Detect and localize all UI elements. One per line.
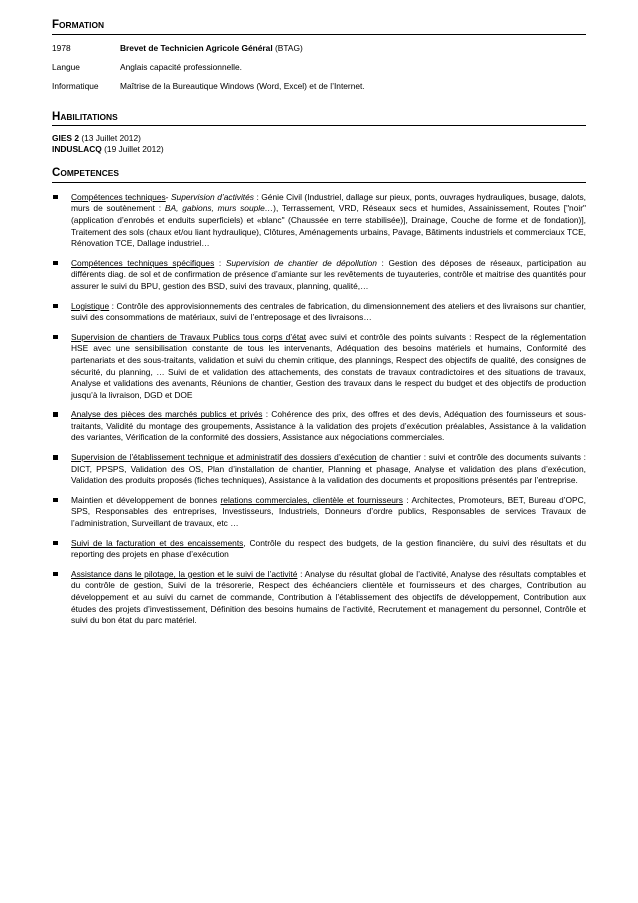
bullet-square-icon [53,572,58,577]
formation-value-text: (BTAG) [272,42,303,53]
formation-value [120,62,586,74]
competence-lead: Supervision de l’établissement technique et administratif des dossiers d’exécution [71,452,377,463]
competence-italic-mid: BA, gabions, murs souple… [164,203,274,214]
competence-body: : Génie Civil (Industriel, dallage sur pieux, ponts, ouvrages hydrauliques, busage, dalots, murs de soutènement : [71,191,586,214]
heading-initial: C [52,167,61,180]
competences-list [52,192,586,627]
competence-lead: Supervision de chantiers de Travaux Publics tous corps d’état [71,331,307,342]
competence-body: Analyse du résultat global de l’activité, Analyse des résultats comptables et du contrôle de gestion, Suivi de la trésorerie, Respect des échéanciers clientèle et fournisseurs et des charges, Contribution au développement et au suivi du carnet de commande, Contribution à l’établissement des objectifs de développement, Contribution aux études des projets d’investissement, Définition des besoins humains de l’activité, Recrutement et management du personnel, Contrôle et suivi du bon état du parc matériel. [71,568,586,626]
competence-sep: : [297,568,305,579]
habilitations-heading [52,112,586,127]
competence-item [52,569,586,627]
bullet-square-icon [53,412,58,417]
bullet-square-icon [53,335,58,340]
competence-sep: : [109,300,117,311]
competence-item [52,192,586,250]
habilitation-name: INDUSLACQ [52,144,102,155]
formation-row [52,62,586,81]
competence-lead: Compétences techniques spécifiques [71,257,215,268]
competence-item [52,409,586,444]
habilitation-item [52,144,586,155]
competence-item [52,495,586,530]
heading-rest: ABILITATIONS [60,111,118,122]
competence-sep: : [402,494,412,505]
bullet-square-icon [53,195,58,200]
cv-page [52,20,586,635]
heading-rest: OMPETENCES [60,168,119,179]
formation-value-text: Anglais capacité professionnelle. [120,61,242,72]
competence-body: : Gestion des déposes de réseaux, participation au différents diag. de sol et de confirmation de présence d’amiante sur les revêtements de tuyauteries, contrôle et maitrise des quantités pour assurer le suivi du BPU, gestion des BSD, suivi des travaux, planning, qualité,… [71,257,586,291]
bullet-square-icon [53,541,58,546]
habilitation-date: (13 Juillet 2012) [79,133,141,144]
formation-value-bold: Brevet de Technicien Agricole Général [120,42,273,53]
heading-rest: ORMATION [59,20,105,30]
competence-lead: Assistance dans le pilotage, la gestion et le suivi de l’activité [71,568,298,579]
competence-body: Contrôle du respect des budgets, de la gestion financière, du suivi des résultats et du reporting des projets en phase d’exécution [71,537,587,560]
formation-key: Informatique [52,80,99,91]
formation-value [120,43,586,55]
bullet-square-icon [53,498,58,503]
competence-lead: Suivi de la facturation et des encaissements [71,537,244,548]
habilitation-name: GIES 2 [52,133,79,144]
competence-italic-lead: Supervision de chantier de dépollution [225,257,377,268]
competence-body: de chantier : suivi et contrôle des documents suivants : DICT, PPSPS, Validation des OS, Plan d’installation de chantier, Planning et phasage, Analyse et validation des plans d’exécution, Validation des produits proposés (fiches techniques), Assistance à la validation des documents et propositions présentés par l’entreprise. [71,452,586,486]
competence-tail: ), Terrassement, VRD, Réseaux secs et humides, Assainissement, Routes ["noir" (application d’enrobés et enduits superficiels) et «blanc" (Chaussée en terre stabilisée)], Drainage, Couche de forme et de fondation)], Traitement des sols (chaux et/ou liant hydraulique), Clôtures, Aménagements urbains, Pavage, Bâtiments industriels et commerciaux TCE, Rénovation TCE, Dallage industriel… [71,203,586,249]
habilitation-item [52,133,586,144]
formation-table [52,43,586,100]
bullet-square-icon [53,304,58,309]
competence-item [52,452,586,487]
competence-item [52,258,586,293]
competence-lead: Logistique [71,300,110,311]
competence-body: Cohérence des prix, des offres et des devis, Adéquation des fournisseurs et sous-traitants, Validité du montage des groupements, Assistance à la validation des projets d’exécution préalables, Assistance à la validation des variantes, Vérification de la conformité des dossiers, Assistance aux négociations commerciales. [71,409,586,443]
competence-lead: Analyse des pièces des marchés publics et privés [71,409,263,420]
competences-heading [52,168,586,183]
habilitation-date: (19 Juillet 2012) [101,144,164,155]
competence-lead: relations commerciales, clientèle et fournisseurs [220,494,403,505]
competence-italic-lead: Supervision d’activités [170,191,254,202]
competence-body: Contrôle des approvisionnements des centrales de fabrication, du dimensionnement des ateliers et des livraisons sur chantier, suivi des consommations de matériaux, suivi de l’entreposage et des livraisons… [71,300,586,323]
competence-sep: - [165,191,171,202]
formation-heading [52,20,586,35]
bullet-square-icon [53,455,58,460]
competence-item [52,301,586,324]
formation-key: Langue [52,61,80,72]
competence-sep: : [262,409,272,420]
competence-sep: , [243,537,250,548]
formation-key: 1978 [52,42,71,53]
formation-value-text: Maîtrise de la Bureautique Windows (Word, Excel) et de l’Internet. [120,80,365,91]
competence-lead: Compétences techniques [71,191,166,202]
competence-item [52,332,586,402]
formation-row [52,43,586,62]
heading-initial: F [52,19,60,31]
formation-row [52,81,586,100]
bullet-square-icon [53,261,58,266]
competence-sep: : [214,257,226,268]
formation-value [120,81,586,93]
competence-item [52,538,586,561]
heading-initial: H [52,110,61,123]
habilitations-list [52,133,586,155]
competence-body: Architectes, Promoteurs, BET, Bureau d’OPC, SPS, Responsables des entreprises, Investisseurs, Industriels, Donneurs d’ordre publics, Responsables de services Travaux de l’administration, Surveillant de travaux, etc … [71,494,586,529]
competence-body: avec suivi et contrôle des points suivants : Respect de la réglementation HSE avec une sensibilisation constante de tous les intervenants, Adéquation des besoins matériels et humains, Conformité des partenariats et des sous-traitants, validation et suivi du chemin critique, des plannings, Respect des objectifs de qualité, des consignes de sécurité, du planning, … Suivi de et validation des attachements, des constats de travaux contradictoires et des situations de travaux, Analyse et validations des avenants, Réunions de chantier, Gestion des travaux dans le respect du budget et des objectifs de production jusqu’à la livraison, DGD et DOE [71,331,587,400]
competence-pre: Maintien et développement de bonnes [71,494,221,505]
